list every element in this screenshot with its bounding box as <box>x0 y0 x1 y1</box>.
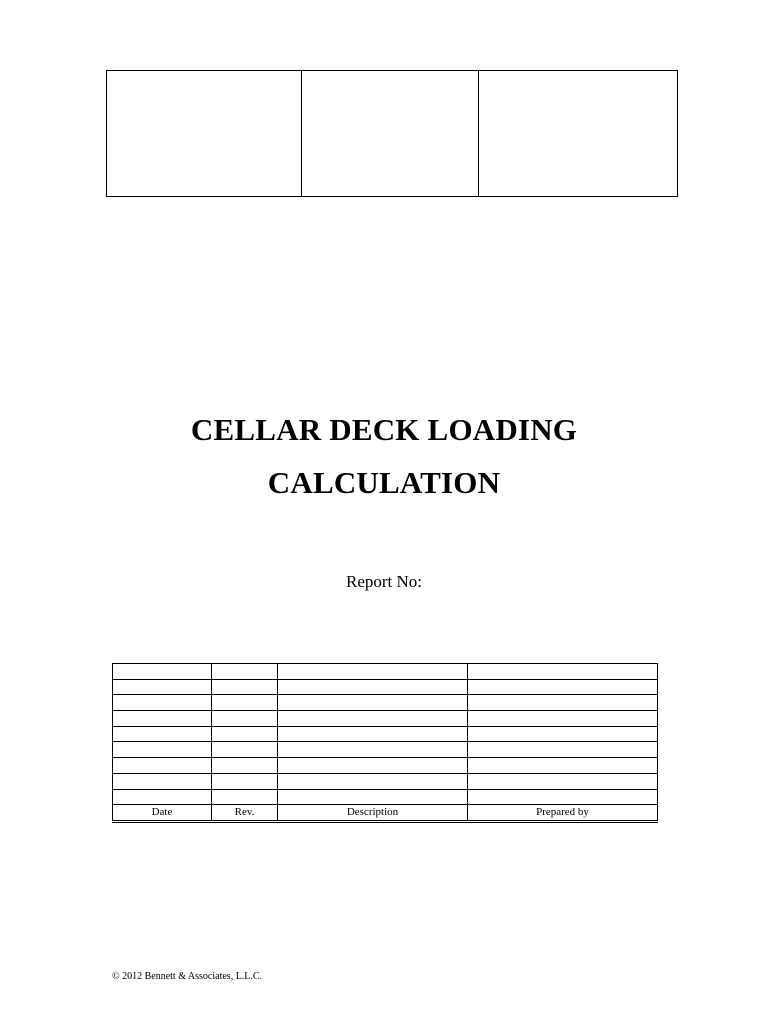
table-cell <box>113 679 212 695</box>
table-cell <box>468 789 658 805</box>
table-cell <box>212 695 278 711</box>
table-cell <box>468 773 658 789</box>
table-row <box>113 758 658 774</box>
table-cell <box>468 758 658 774</box>
table-cell <box>212 726 278 742</box>
table-cell <box>212 679 278 695</box>
table-row <box>113 679 658 695</box>
table-cell <box>212 664 278 680</box>
table-cell <box>468 664 658 680</box>
header-box-cell-middle <box>301 71 478 196</box>
table-header-row <box>113 805 658 822</box>
revision-table <box>112 663 658 823</box>
table-cell <box>278 789 468 805</box>
header-box-cell-right <box>478 71 677 196</box>
table-cell <box>468 711 658 727</box>
table-cell <box>113 711 212 727</box>
table-cell <box>278 758 468 774</box>
header-box-cell-left <box>107 71 301 196</box>
document-title-line-2: CALCULATION <box>267 465 501 500</box>
document-title-line-1: CELLAR DECK LOADING <box>190 412 578 447</box>
table-cell <box>212 742 278 758</box>
table-cell <box>278 742 468 758</box>
table-cell <box>212 758 278 774</box>
table-cell <box>278 679 468 695</box>
column-header-rev: Rev. <box>212 805 278 822</box>
table-cell <box>278 711 468 727</box>
table-cell <box>212 773 278 789</box>
table-cell <box>278 726 468 742</box>
column-header-description: Description <box>278 805 468 822</box>
table-row <box>113 742 658 758</box>
table-cell <box>278 664 468 680</box>
copyright-footer: © 2012 Bennett & Associates, L.L.C. <box>112 971 263 982</box>
table-cell <box>113 695 212 711</box>
table-cell <box>278 773 468 789</box>
header-box <box>106 70 678 197</box>
table-cell <box>468 726 658 742</box>
table-cell <box>113 726 212 742</box>
table-cell <box>113 789 212 805</box>
table-row <box>113 773 658 789</box>
column-header-date: Date <box>113 805 212 822</box>
table-row <box>113 789 658 805</box>
table-row <box>113 726 658 742</box>
table-cell <box>113 773 212 789</box>
table-row <box>113 695 658 711</box>
table-row <box>113 711 658 727</box>
table-cell <box>113 758 212 774</box>
column-header-prepared-by: Prepared by <box>468 805 658 822</box>
table-cell <box>113 742 212 758</box>
table-cell <box>468 742 658 758</box>
table-cell <box>212 711 278 727</box>
table-cell <box>113 664 212 680</box>
table-cell <box>468 679 658 695</box>
report-number-label: Report No: <box>345 572 423 591</box>
table-cell <box>468 695 658 711</box>
table-cell <box>212 789 278 805</box>
table-cell <box>278 695 468 711</box>
table-row <box>113 664 658 680</box>
